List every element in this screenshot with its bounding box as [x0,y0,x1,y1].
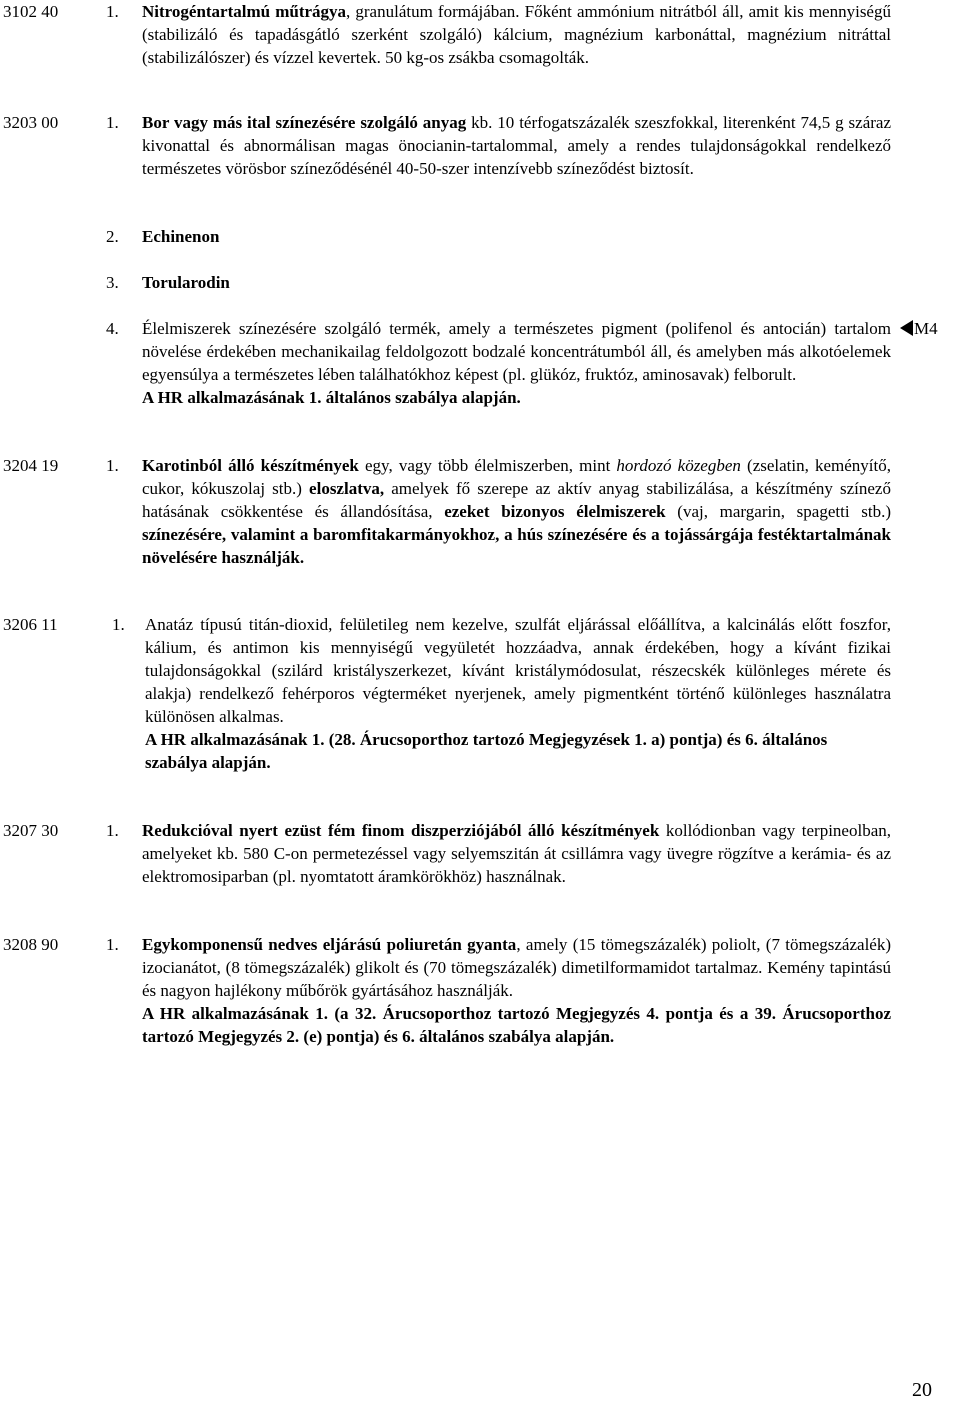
description-text: (vaj, margarin, spagetti stb.) [665,502,892,521]
item-description [142,0,891,69]
item-description [142,271,891,294]
item-number: 1. [106,935,119,954]
item-description [142,111,891,180]
item-description [142,454,891,569]
description-italic: hordozó közegben [616,456,741,475]
item-number: 2. [106,227,119,246]
product-name: Nitrogéntartalmú műtrágya [142,2,347,21]
item-description [142,933,891,1048]
tariff-code: 3204 19 [3,456,59,475]
description-bold: eloszlatva, [309,479,385,498]
product-name: Karotinból álló készítmények [142,456,359,475]
description-text: amelyek fő szerepe az aktív anyag stabilizálása, a készítmény színező hatásának csökkentése és állandósítása, [142,479,891,521]
classification-rule: A HR alkalmazásának 1. általános szabálya alapján. [142,388,521,407]
item-number: 4. [106,319,119,338]
description-text: (zselatin, keményítő, cukor, kókuszolaj stb.) [142,456,891,498]
product-name: Echinenon [142,227,220,246]
tariff-code: 3203 00 [3,113,59,132]
description-text: Élelmiszerek színezésére szolgáló termék, amely a természetes pigment (polifenol és antocián) tartalom növelése érdekében mechanikailag feldolgozott bodzalé koncentrátumból áll, és amelyben más alkotóelemek egyensúlya a természetes lében találhatókhoz képest (pl. glükóz, fruktóz, aminosavak) felborult. [142,319,891,384]
classification-rule: A HR alkalmazásának 1. (a 32. Árucsoporthoz tartozó Megjegyzés 4. pontja és a 39. Árucsoporthoz tartozó Megjegyzés 2. (e) pontja) és 6. általános szabálya alapján. [142,1004,891,1046]
product-name: Egykomponensű nedves eljárású poliuretán gyanta [142,935,517,954]
description-text: Anatáz típusú titán-dioxid, felületileg nem kezelve, szulfát eljárással előállítva, a kalcinálás előtt foszfor, kálium, és antimon kis mennyiségű vegyületét hozzáadva, annak érdekében, hogy a kívánt fizikai tulajdonságokkal (szilárd kristályszerkezet, kívánt kristálymódosulat, részecskék különleges mérete és alakja) rendelkező fehérporos végterméket nyerjenek, amely pigmentként történő különleges használatra különösen alkalmas. [145,615,891,726]
amendment-marker-label: M4 [914,319,938,338]
classification-rule: A HR alkalmazásának 1. (28. Árucsoporthoz tartozó Megjegyzések 1. a) pontja) és 6. általános szabálya alapján. [145,730,828,772]
description-text: kollódionban vagy terpineolban, amelyeket kb. 580 C-on permetezéssel vagy selyemszitán át csillámra vagy üvegre rögzítve a kerámia- és az elektromosiparban (pl. nyomtatott áramkörökhöz) használnak. [142,821,891,886]
tariff-code: 3206 11 [3,615,58,634]
description-text: kb. 10 térfogatszázalék szeszfokkal, literenként 74,5 g száraz kivonattal és abnormálisan magas önocianin-tartalommal, amely a rendes tulajdonságokkal rendelkező természetes vörösbor színeződésénél 40-50-szer intenzívebb színeződést biztosít. [142,113,892,178]
description-bold: ezeket bizonyos élelmiszerek [444,502,666,521]
description-text: , granulátum formájában. Főként ammónium nitrátból áll, amit kis mennyiségű (stabilizáló és tapadásgátló szerként szolgáló) kálcium, magnézium karbonáttal, magnézium nitráttal (stabilizálószer) és vízzel kevertek. 50 kg-os zsákba csomagolták. [142,2,891,67]
amendment-marker [900,317,938,340]
marker-arrow-icon [900,320,913,336]
page-number: 20 [912,1379,932,1401]
item-number: 3. [106,273,119,292]
item-description [142,225,891,248]
item-number: 1. [106,2,119,21]
tariff-code: 3102 40 [3,2,59,21]
description-text: , amely (15 tömegszázalék) poliolt, (7 tömegszázalék) izocianátot, (8 tömegszázalék) glikolt és (70 tömegszázalék) dimetilformamidot tartalmaz. Kemény tapintású és nagyon hajlékony műbőrök gyártásához használják. [142,935,891,1000]
product-name: Bor vagy más ital színezésére szolgáló anyag [142,113,467,132]
item-description [145,613,891,774]
item-description [142,317,891,409]
item-description [142,819,891,888]
tariff-code: 3208 90 [3,935,59,954]
product-name: Redukcióval nyert ezüst fém finom diszperziójából álló készítmények [142,821,660,840]
item-number: 1. [106,821,119,840]
product-name: Torularodin [142,273,230,292]
tariff-code: 3207 30 [3,821,59,840]
item-number: 1. [106,456,119,475]
description-text: egy, vagy több élelmiszerben, mint [358,456,617,475]
item-number: 1. [112,615,125,634]
item-number: 1. [106,113,119,132]
description-bold: színezésére, valamint a baromfitakarmányokhoz, a hús színezésére és a tojássárgája festéktartalmának növelésére használják. [142,525,891,567]
